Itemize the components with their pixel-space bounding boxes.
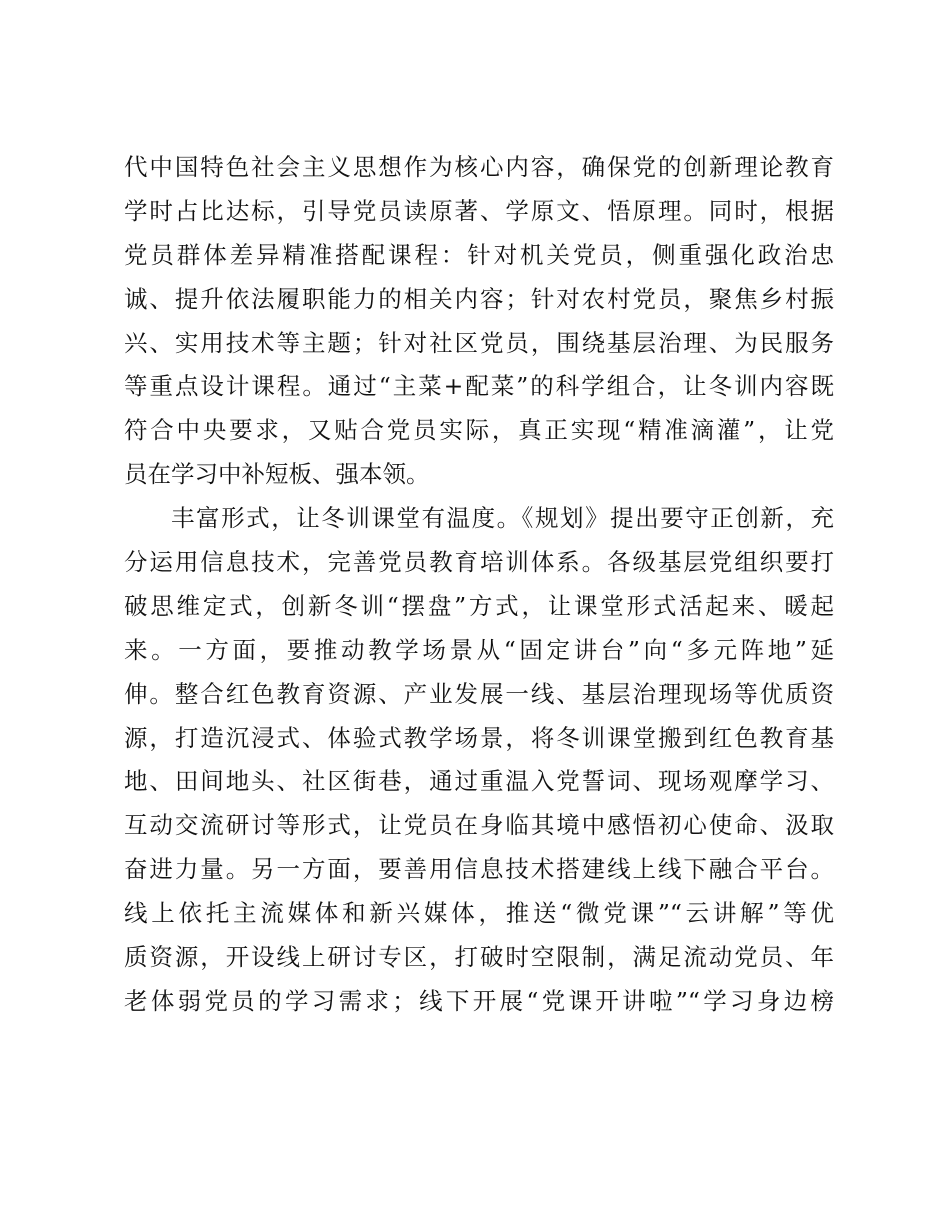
text-line: 老体弱党员的学习需求；线下开展“党课开讲啦”“学习身边榜 bbox=[124, 986, 834, 1015]
paragraph-start-line: 丰富形式，让冬训课堂有温度。《规划》提出要守正创新，充 bbox=[171, 504, 834, 533]
text-line: 兴、实用技术等主题；针对社区党员，围绕基层治理、为民服务 bbox=[124, 328, 834, 357]
text-line: 符合中央要求，又贴合党员实际，真正实现“精准滴灌”，让党 bbox=[124, 416, 834, 445]
text-line: 互动交流研讨等形式，让党员在身临其境中感悟初心使命、汲取 bbox=[124, 811, 834, 840]
text-line: 线上依托主流媒体和新兴媒体，推送“微党课”“云讲解”等优 bbox=[124, 899, 834, 928]
text-line: 源，打造沉浸式、体验式教学场景，将冬训课堂搬到红色教育基 bbox=[124, 723, 834, 752]
text-line: 等重点设计课程。通过“主菜+配菜”的科学组合，让冬训内容既 bbox=[124, 372, 834, 401]
text-line: 来。一方面，要推动教学场景从“固定讲台”向“多元阵地”延 bbox=[124, 635, 834, 664]
text-line: 质资源，开设线上研讨专区，打破时空限制，满足流动党员、年 bbox=[124, 943, 834, 972]
text-line: 地、田间地头、社区街巷，通过重温入党誓词、现场观摩学习、 bbox=[124, 767, 834, 796]
body-text bbox=[124, 146, 834, 1024]
text-line: 诚、提升依法履职能力的相关内容；针对农村党员，聚焦乡村振 bbox=[124, 284, 834, 313]
text-line: 奋进力量。另一方面，要善用信息技术搭建线上线下融合平台。 bbox=[124, 855, 834, 884]
text-line: 代中国特色社会主义思想作为核心内容，确保党的创新理论教育 bbox=[124, 153, 834, 181]
text-line: 员在学习中补短板、强本领。 bbox=[124, 460, 430, 489]
text-line: 伸。整合红色教育资源、产业发展一线、基层治理现场等优质资 bbox=[124, 679, 834, 708]
text-line: 党员群体差异精准搭配课程：针对机关党员，侧重强化政治忠 bbox=[124, 240, 834, 269]
text-line: 破思维定式，创新冬训“摆盘”方式，让课堂形式活起来、暖起 bbox=[124, 591, 834, 620]
text-line: 学时占比达标，引导党员读原著、学原文、悟原理。同时，根据 bbox=[124, 196, 834, 225]
text-line: 分运用信息技术，完善党员教育培训体系。各级基层党组织要打 bbox=[124, 548, 834, 577]
